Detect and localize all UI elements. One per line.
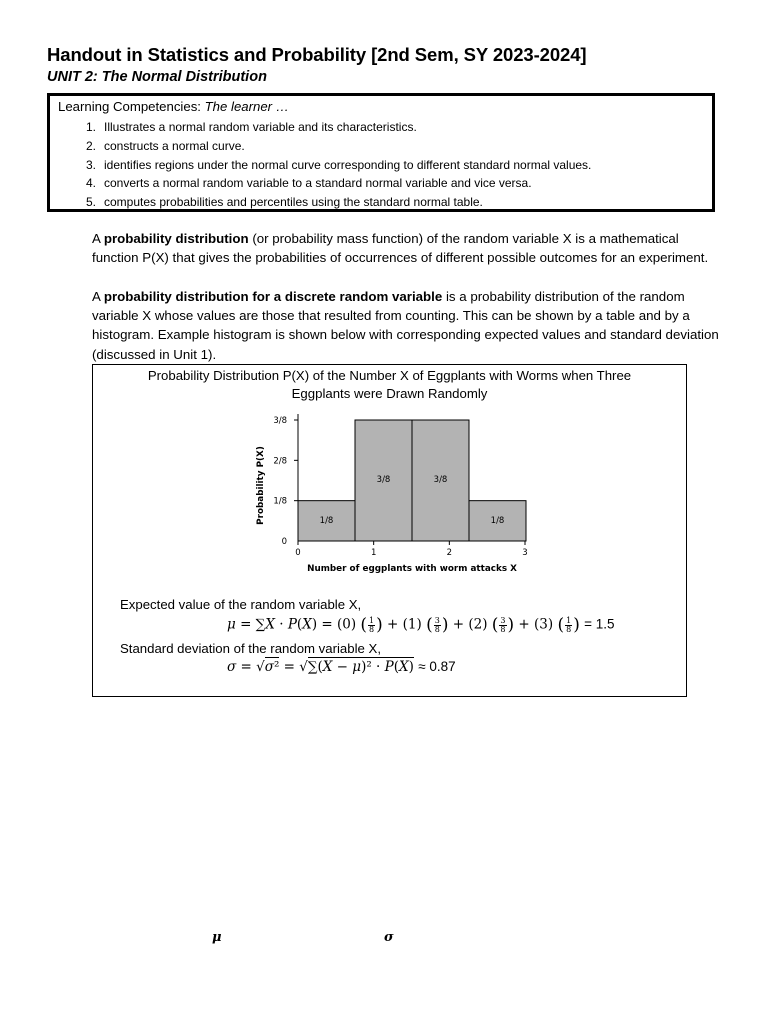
std-dev-formula: σ = √σ² = √∑(X − μ)² · P(X) ≈ 0.87 (227, 659, 456, 675)
paragraph-probability-distribution (92, 229, 722, 267)
bar-data-label: 3/8 (376, 475, 391, 485)
bar-data-label: 3/8 (433, 475, 448, 485)
p1-rest: (or probability mass function) of the random variable X is a mathematical function P(X) that gives the probabilities of occurrences of different possible outcomes for an experiment. (92, 231, 709, 266)
std-dev-label: Standard deviation of the random variable X, (120, 641, 381, 656)
x-tick-label: 0 (295, 548, 301, 558)
competency-text: computes probabilities and percentiles using the standard normal table. (104, 195, 483, 210)
histogram-chart (93, 365, 686, 587)
expected-value-label: Expected value of the random variable X, (120, 597, 362, 612)
figure-box (92, 364, 687, 697)
sigma-symbol: σ (227, 659, 237, 675)
mu-symbol: μ (227, 616, 236, 633)
bar-data-label: 1/8 (319, 516, 334, 526)
y-tick-label: 3/8 (273, 416, 287, 426)
p2-bold-term: probability distribution for a discrete random variable (103, 289, 443, 304)
p2-rest: is a probability distribution of the random variable X whose values are those that resulted from counting. This can be shown by a table and by a histogram. Example histogram is shown below with corresponding expected values and standard deviation (discussed in Unit 1). (92, 289, 719, 362)
competency-number: 1. (85, 120, 96, 134)
competency-text: identifies regions under the normal curve corresponding to different standard normal values. (104, 157, 592, 172)
competency-number: 3. (85, 157, 96, 172)
x-tick-label: 1 (370, 548, 377, 558)
competency-number: 4. (85, 176, 96, 191)
p1-pre: A (92, 231, 104, 246)
y-tick-label: 1/8 (273, 496, 287, 507)
y-axis-title: Probability P(X) (256, 446, 266, 525)
y-tick-label: 0 (281, 537, 287, 547)
std-dev-result: ≈ 0.87 (418, 659, 456, 674)
x-tick-label: 2 (446, 548, 453, 558)
footer-sigma-symbol: σ (384, 930, 394, 945)
footer-mu-symbol: μ (212, 930, 222, 945)
competencies-heading (58, 99, 289, 114)
competencies-heading-text: Learning Competencies: (58, 99, 201, 114)
competency-number: 2. (85, 138, 96, 153)
paragraph-discrete-distribution (92, 287, 722, 364)
x-axis-title: Number of eggplants with worm attacks X (307, 564, 517, 574)
competency-text: converts a normal random variable to a standard normal variable and vice versa. (104, 176, 532, 191)
competencies-heading-italic: The learner … (204, 99, 289, 114)
competency-text: constructs a normal curve. (104, 138, 245, 153)
competency-text: Illustrates a normal random variable and its characteristics. (104, 120, 417, 134)
chart-title-line2: Eggplants were Drawn Randomly (291, 385, 488, 401)
bar-data-label: 1/8 (490, 516, 505, 526)
expected-value-formula: μ = ∑X · P(X) = (0) ( $\frac{1}{8}$ ) + (1) ( $\frac{3}{8}$ ) + (2) ( $\frac{3}{8}$ ) + (3) ( $\frac{1}{8}$ ) = 1.5 (227, 615, 615, 635)
y-tick-label: 2/8 (273, 456, 287, 467)
chart-title-line1: Probability Distribution P(X) of the Number X of Eggplants with Worms when Three (147, 368, 632, 383)
unit-title: UNIT 2: The Normal Distribution (47, 69, 267, 85)
page-title: Handout in Statistics and Probability [2nd Sem, SY 2023-2024] (47, 44, 587, 65)
expected-value-result: = 1.5 (584, 616, 615, 632)
competency-number: 5. (85, 195, 96, 210)
p2-pre: A (92, 289, 104, 304)
learning-competencies-box (47, 93, 715, 212)
p1-bold-term: probability distribution (103, 231, 249, 246)
x-tick-label: 3 (522, 548, 528, 558)
